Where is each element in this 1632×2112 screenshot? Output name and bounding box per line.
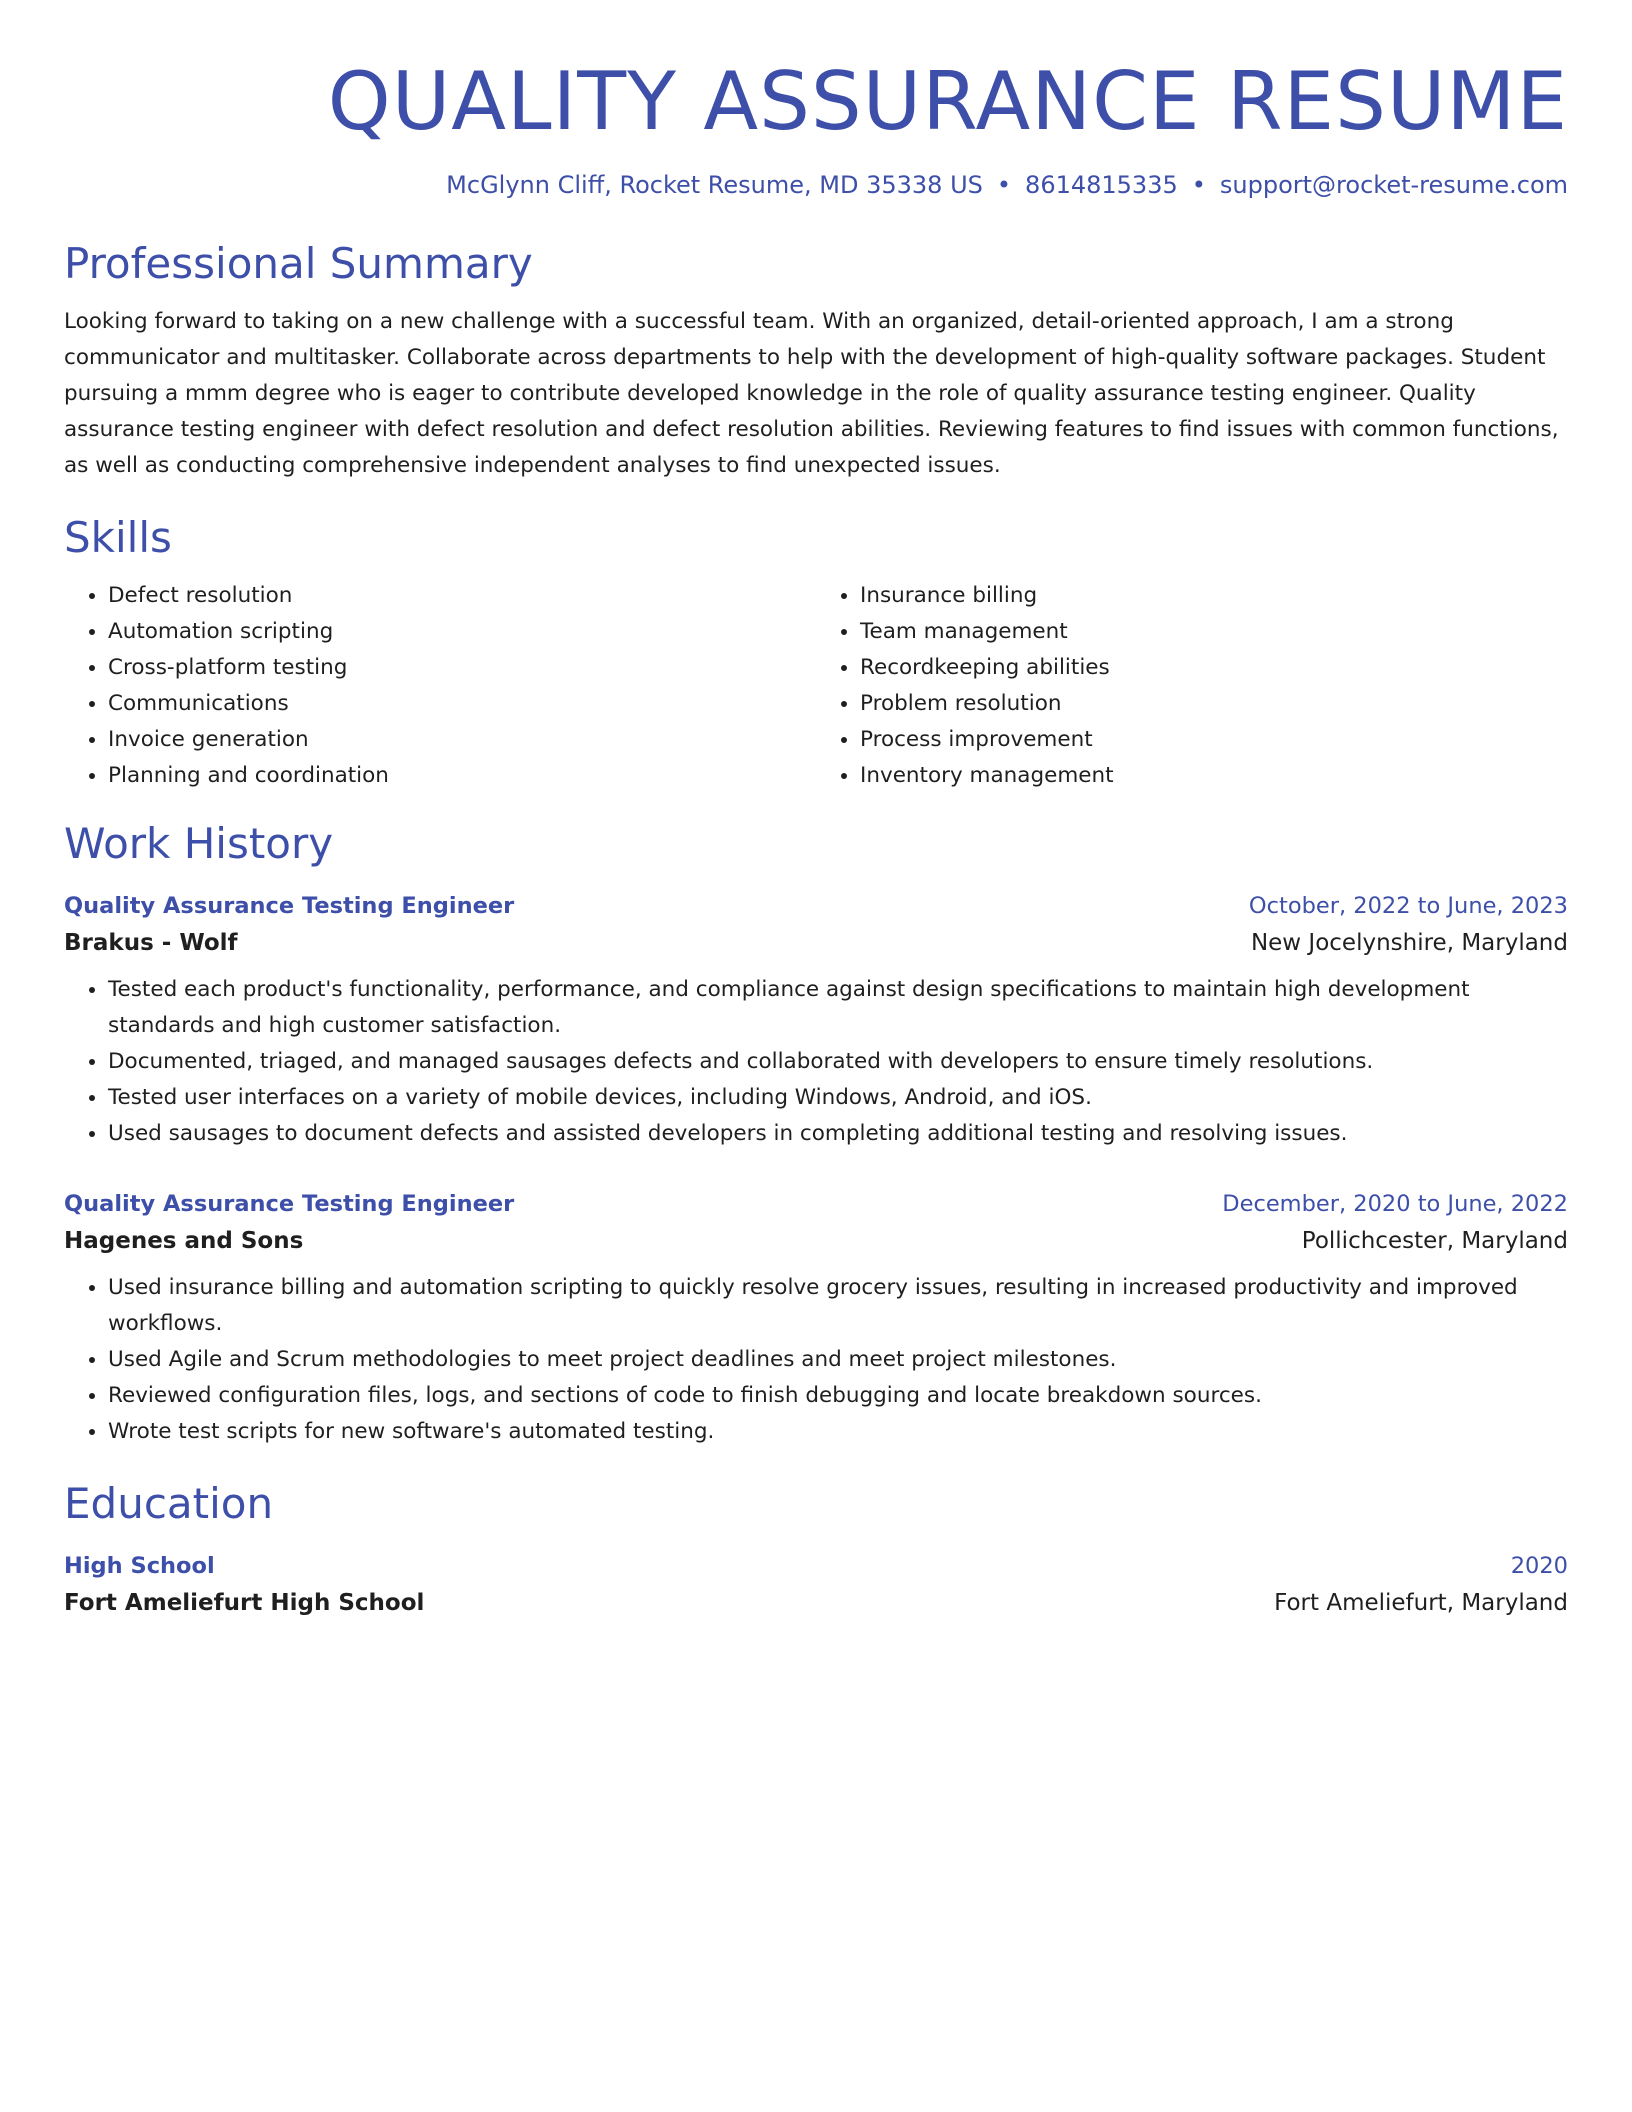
skill-item: • Problem resolution — [860, 686, 1568, 722]
skill-item: • Communications — [108, 686, 816, 722]
skill-item: • Insurance billing — [860, 578, 1568, 614]
job-bullet: • Documented, triaged, and managed sausages defects and collaborated with developers to ensure timely resolutions. — [108, 1044, 1568, 1080]
education-entry — [64, 1548, 1568, 1622]
contact-line — [64, 168, 1568, 202]
skills-column-left — [64, 578, 816, 794]
contact-email: support@rocket-resume.com — [1219, 171, 1568, 199]
skill-item: • Cross-platform testing — [108, 650, 816, 686]
contact-separator: • — [1191, 171, 1206, 199]
job-title: Quality Assurance Testing Engineer — [64, 893, 515, 919]
job-header-row — [64, 1186, 1568, 1222]
education-year: 2020 — [1510, 1553, 1568, 1579]
skills-section — [64, 510, 1568, 794]
section-title-summary: Professional Summary — [64, 239, 533, 288]
summary-text: Looking forward to taking on a new challenge with a successful team. With an organized, detail-oriented approach, I am a strong communicator and multitasker. Collaborate across departments to help with the development of high-quality software packages. Student pursuing a mmm degree who is eager to contribute developed knowledge in the role of quality assurance testing engineer. Quality assurance testing engineer with defect resolution and defect resolution abilities. Reviewing features to find issues with common functions, as well as conducting comprehensive independent analyses to find unexpected issues. — [64, 309, 1559, 478]
job-title: Quality Assurance Testing Engineer — [64, 1191, 515, 1217]
job-bullet: • Used insurance billing and automation scripting to quickly resolve grocery issues, resulting in increased productivity and improved workflows. — [108, 1270, 1568, 1342]
section-title-skills: Skills — [64, 513, 172, 562]
education-degree: High School — [64, 1553, 215, 1579]
skills-grid — [64, 578, 1568, 794]
job-employer-row — [64, 924, 1568, 962]
education-section — [64, 1476, 1568, 1622]
contact-separator: • — [996, 171, 1012, 199]
skill-item: • Defect resolution — [108, 578, 816, 614]
resume-header — [64, 56, 1568, 202]
job-bullet: • Tested each product's functionality, performance, and compliance against design specifications to maintain high development standards and high customer satisfaction. — [108, 972, 1568, 1044]
skill-item: • Team management — [860, 614, 1568, 650]
job-dates: December, 2020 to June, 2022 — [1222, 1191, 1568, 1217]
contact-phone: 8614815335 — [1025, 171, 1178, 199]
section-title-education: Education — [64, 1479, 274, 1528]
job-bullet: • Wrote test scripts for new software's automated testing. — [108, 1414, 1568, 1450]
work-history-section — [64, 816, 1568, 1450]
education-location: Fort Ameliefurt, Maryland — [1274, 1590, 1568, 1616]
professional-summary-section — [64, 236, 1568, 484]
job-bullet: • Reviewed configuration files, logs, and sections of code to finish debugging and locate breakdown sources. — [108, 1378, 1568, 1414]
skill-item: • Planning and coordination — [108, 758, 816, 794]
skill-item: • Process improvement — [860, 722, 1568, 758]
job-employer: Brakus - Wolf — [64, 930, 238, 956]
job-bullet: • Used Agile and Scrum methodologies to meet project deadlines and meet project milestones. — [108, 1342, 1568, 1378]
job-employer: Hagenes and Sons — [64, 1228, 304, 1254]
job-header-row — [64, 888, 1568, 924]
job-entry — [64, 888, 1568, 1152]
skills-column-right — [816, 578, 1568, 794]
education-school-row — [64, 1584, 1568, 1622]
education-school: Fort Ameliefurt High School — [64, 1590, 425, 1616]
job-bullets — [64, 1270, 1568, 1450]
skill-item: • Automation scripting — [108, 614, 816, 650]
job-dates: October, 2022 to June, 2023 — [1248, 893, 1568, 919]
job-bullet: • Tested user interfaces on a variety of mobile devices, including Windows, Android, and iOS. — [108, 1080, 1568, 1116]
skill-item: • Invoice generation — [108, 722, 816, 758]
job-entry — [64, 1186, 1568, 1450]
job-location: Pollichcester, Maryland — [1301, 1228, 1568, 1254]
skill-item: • Inventory management — [860, 758, 1568, 794]
education-header-row — [64, 1548, 1568, 1584]
contact-address: McGlynn Cliff, Rocket Resume, MD 35338 US — [446, 171, 983, 199]
section-title-work-history: Work History — [64, 819, 334, 868]
job-bullets — [64, 972, 1568, 1152]
resume-title: QUALITY ASSURANCE RESUME — [327, 55, 1568, 148]
job-bullet: • Used sausages to document defects and assisted developers in completing additional testing and resolving issues. — [108, 1116, 1568, 1152]
job-location: New Jocelynshire, Maryland — [1250, 930, 1568, 956]
job-employer-row — [64, 1222, 1568, 1260]
skill-item: • Recordkeeping abilities — [860, 650, 1568, 686]
